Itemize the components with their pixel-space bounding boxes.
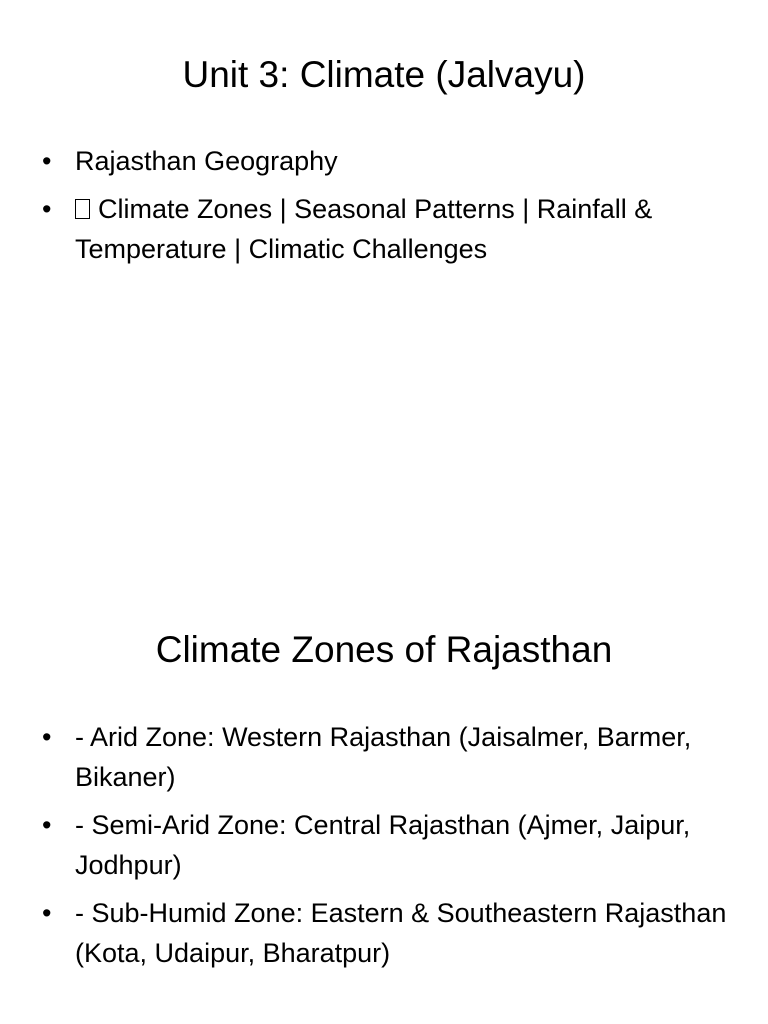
- bullet-dot-icon: •: [42, 194, 52, 224]
- bullet-dot-icon: •: [42, 898, 52, 928]
- bullet-item: [42, 141, 732, 181]
- bullet-dot-icon: •: [42, 810, 52, 840]
- slide-title: Climate Zones of Rajasthan: [155, 629, 613, 670]
- bullet-text: - Arid Zone: Western Rajasthan (Jaisalmer, Barmer, Bikaner): [75, 722, 692, 792]
- bullet-dot-icon: •: [42, 146, 52, 176]
- bullet-text: Rajasthan Geography: [75, 146, 338, 176]
- bullet-text: - Sub-Humid Zone: Eastern & Southeastern Rajasthan (Kota, Udaipur, Bharatpur): [75, 898, 727, 968]
- bullet-list: [42, 717, 732, 981]
- missing-glyph-icon: [75, 199, 90, 219]
- bullet-item: [42, 189, 732, 269]
- bullet-dot-icon: •: [42, 722, 52, 752]
- bullet-item: [42, 893, 732, 973]
- bullet-item: [42, 717, 732, 797]
- bullet-text: - Semi-Arid Zone: Central Rajasthan (Ajmer, Jaipur, Jodhpur): [75, 810, 691, 880]
- bullet-text: Climate Zones | Seasonal Patterns | Rainfall & Temperature | Climatic Challenges: [75, 194, 653, 264]
- slide-title: Unit 3: Climate (Jalvayu): [182, 54, 586, 95]
- bullet-item: [42, 805, 732, 885]
- slide-2: [0, 576, 768, 1024]
- bullet-list: [42, 141, 732, 277]
